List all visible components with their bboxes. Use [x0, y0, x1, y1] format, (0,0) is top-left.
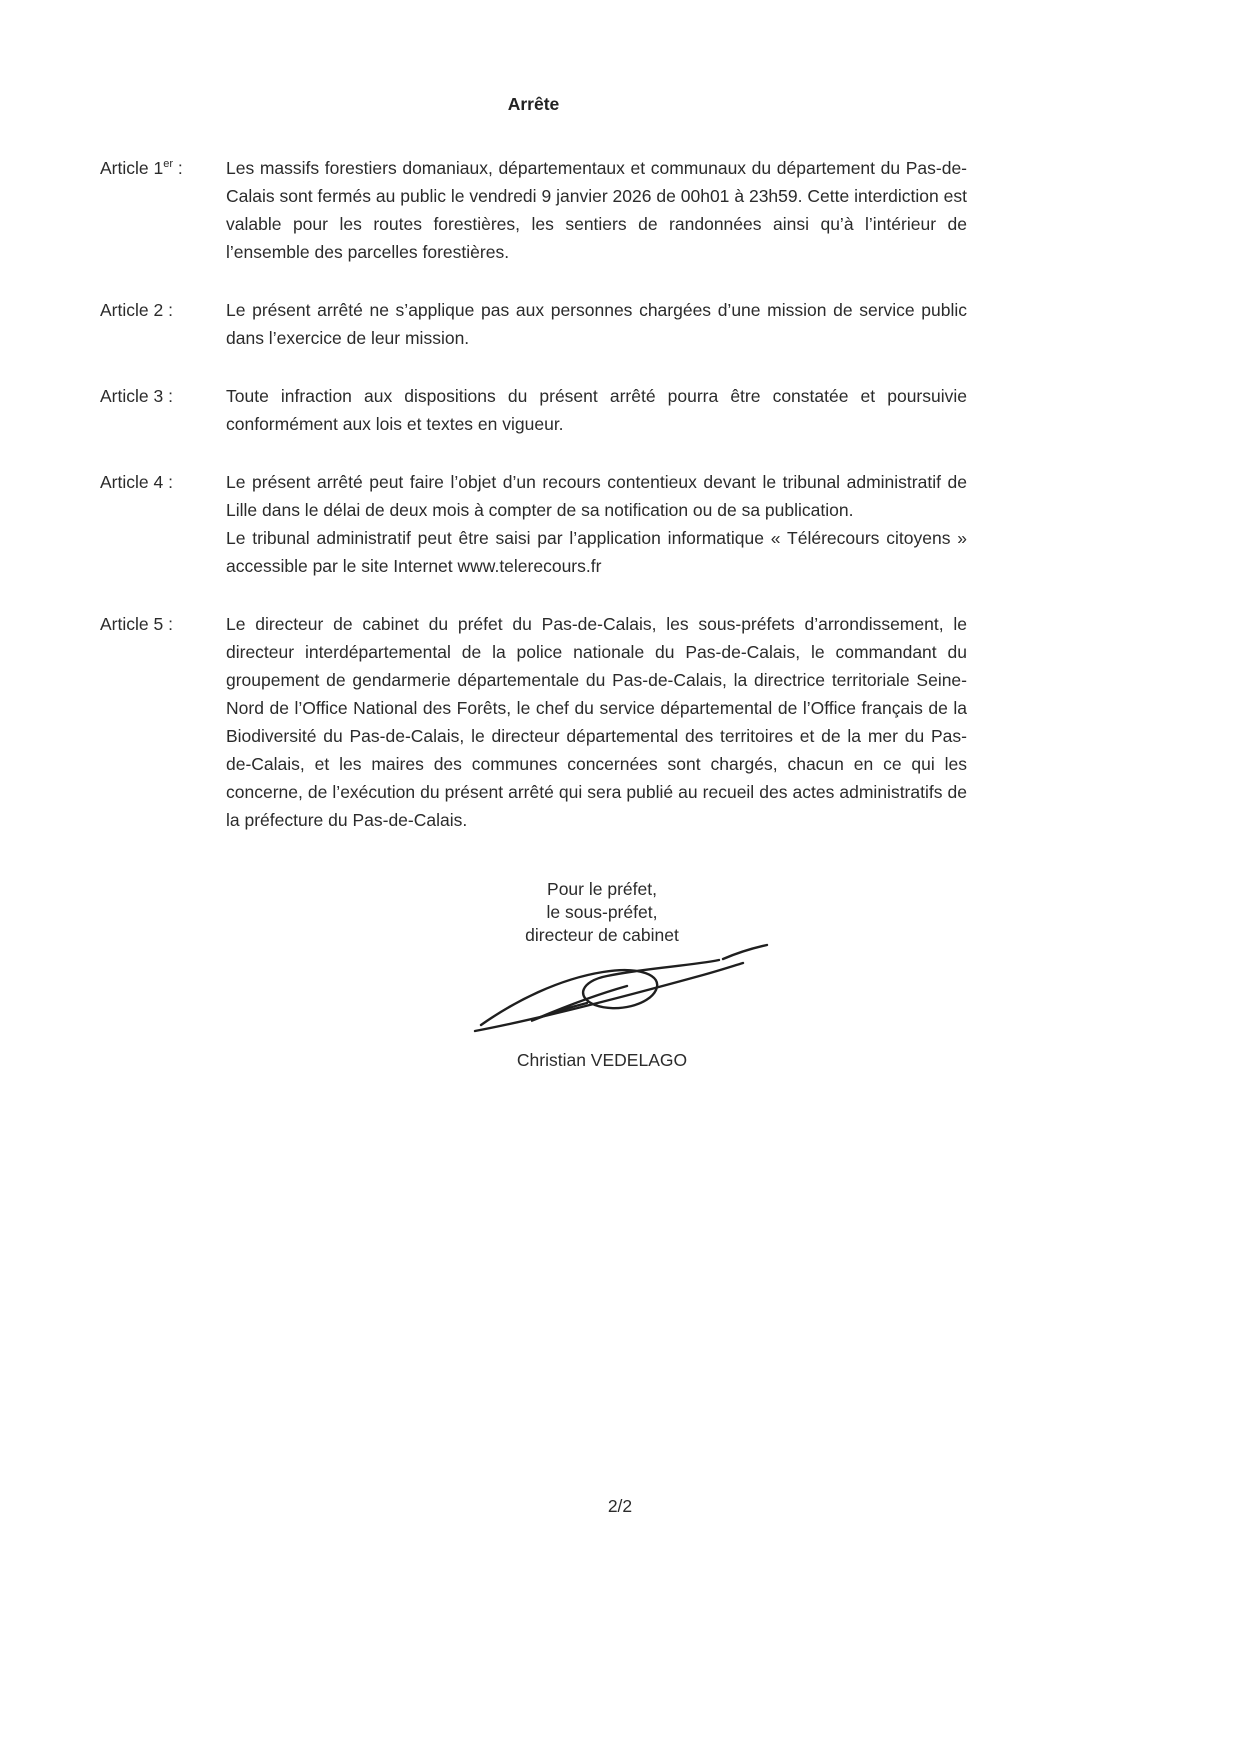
article-paragraph: Les massifs forestiers domaniaux, départementaux et communaux du département du Pas-de-Calais sont fermés au public le vendredi 9 janvier 2026 de 00h01 à 23h59. Cette interdiction est valable pour les routes forestières, les sentiers de randonnées ainsi qu’à l’intérieur de l’ensemble des parcelles forestières.	[226, 158, 967, 262]
article-2	[100, 296, 967, 352]
article-1-label	[100, 154, 226, 182]
article-paragraph: Le présent arrêté peut faire l’objet d’un recours contentieux devant le tribunal administratif de Lille dans le délai de deux mois à compter de sa notification ou de sa publication.	[226, 472, 967, 520]
signature-scribble	[467, 937, 777, 1045]
document-title: Arrête	[507, 94, 560, 114]
signature-block	[487, 878, 717, 1072]
article-3-body	[226, 382, 967, 438]
article-3-label: Article 3 :	[100, 386, 173, 406]
article-1-label-suffix: :	[173, 158, 183, 178]
article-4	[100, 468, 967, 580]
signature-function-line-3: directeur de cabinet	[525, 925, 679, 945]
signature-function-line-2: le sous-préfet,	[546, 902, 658, 922]
article-1-label-base: Article 1	[100, 158, 164, 178]
article-5-body	[226, 610, 967, 834]
signatory-name: Christian VEDELAGO	[516, 1050, 688, 1070]
article-1-body	[226, 154, 967, 266]
article-5	[100, 610, 967, 834]
article-2-label: Article 2 :	[100, 300, 173, 320]
article-paragraph: Toute infraction aux dispositions du présent arrêté pourra être constatée et poursuivie conformément aux lois et textes en vigueur.	[226, 386, 967, 434]
article-1-ordinal-sup: er	[163, 158, 173, 171]
article-paragraph: Le tribunal administratif peut être saisi par l’application informatique « Télérecours citoyens » accessible par le site Internet www.telerecours.fr	[226, 528, 967, 576]
article-paragraph: Le présent arrêté ne s’applique pas aux personnes chargées d’une mission de service public dans l’exercice de leur mission.	[226, 300, 967, 348]
article-1	[100, 154, 967, 266]
article-4-body	[226, 468, 967, 580]
article-paragraph: Le directeur de cabinet du préfet du Pas-de-Calais, les sous-préfets d’arrondissement, le directeur interdépartemental de la police nationale du Pas-de-Calais, le commandant du groupement de gendarmerie départementale du Pas-de-Calais, la directrice territoriale Seine-Nord de l’Office National des Forêts, le chef du service départemental de l’Office français de la Biodiversité du Pas-de-Calais, le directeur départemental des territoires et de la mer du Pas-de-Calais, et les maires des communes concernées sont chargés, chacun en ce qui les concerne, de l’exécution du présent arrêté qui sera publié au recueil des actes administratifs de la préfecture du Pas-de-Calais.	[226, 614, 967, 830]
article-3	[100, 382, 967, 438]
article-4-label: Article 4 :	[100, 472, 173, 492]
article-5-label: Article 5 :	[100, 614, 173, 634]
article-2-body	[226, 296, 967, 352]
page-number: 2/2	[607, 1496, 633, 1516]
signature-function-line-1: Pour le préfet,	[547, 879, 657, 899]
